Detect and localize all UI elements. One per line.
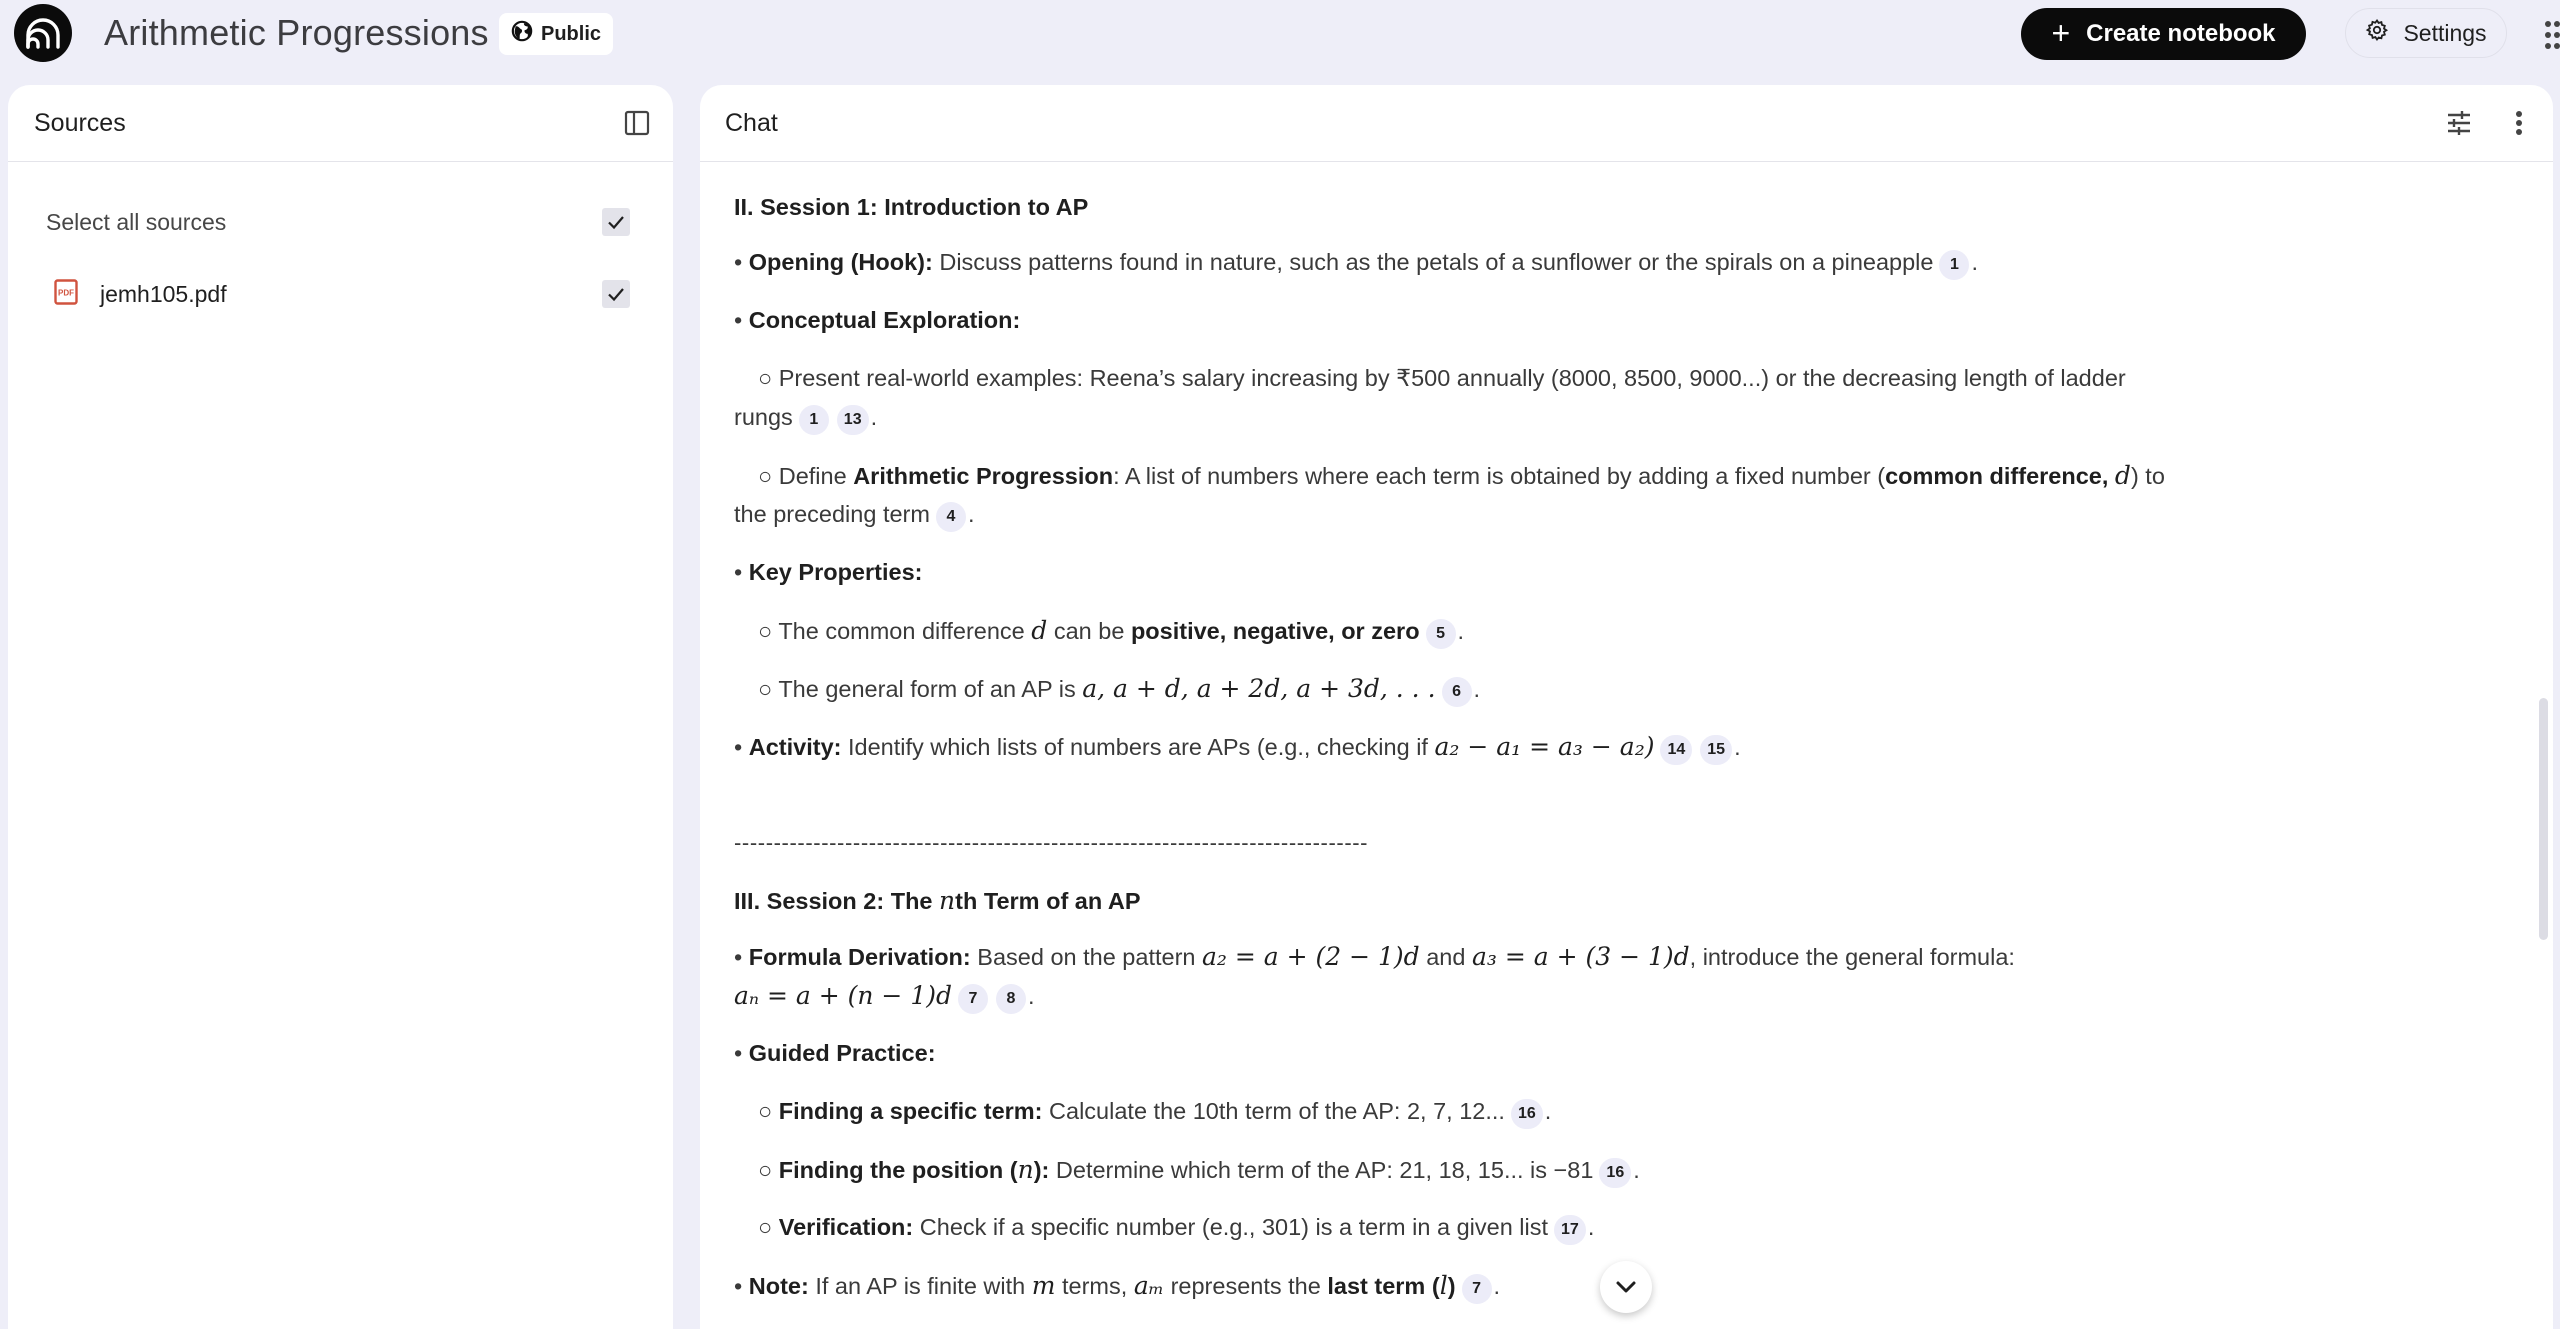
- citation-chip[interactable]: 15: [1700, 735, 1732, 765]
- item-label: Opening (Hook):: [748, 249, 933, 275]
- sub-list-item: ○ Verification: Check if a specific number (e.g., 301) is a term in a given list 17 .: [758, 1208, 1594, 1247]
- item-label: Activity:: [748, 734, 842, 760]
- select-all-label: Select all sources: [46, 208, 227, 235]
- select-all-sources-row[interactable]: [8, 197, 673, 247]
- chat-scrollbar[interactable]: [2539, 698, 2548, 940]
- checkmark-icon: [606, 284, 626, 304]
- section-heading: III. Session 2: The nth Term of an AP: [734, 886, 1141, 915]
- sub-list-item-continuation: rungs 1 13 .: [734, 398, 877, 437]
- list-item: • Conceptual Exploration:: [734, 307, 1021, 333]
- item-label: Key Properties:: [748, 559, 923, 585]
- gear-icon: [2365, 18, 2389, 48]
- create-notebook-label: Create notebook: [2086, 20, 2276, 47]
- general-formula: aₙ = a + (n − 1)d: [734, 981, 952, 1010]
- globe-icon: [511, 20, 533, 48]
- svg-text:PDF: PDF: [58, 288, 74, 297]
- tune-settings-icon[interactable]: [2439, 103, 2479, 143]
- settings-button[interactable]: [2345, 8, 2507, 58]
- pdf-icon: [54, 279, 78, 310]
- citation-chip[interactable]: 1: [1939, 250, 1969, 280]
- sources-header: [8, 85, 673, 162]
- settings-label: Settings: [2403, 19, 2487, 46]
- list-item-continuation: aₙ = a + (n − 1)d 7 8 .: [734, 976, 1035, 1016]
- sources-panel: [8, 85, 673, 1329]
- chat-title: Chat: [725, 108, 778, 137]
- sub-list-item: ○ Define Arithmetic Progression: A list of numbers where each term is obtained by adding a fixed number (common difference, d) to: [758, 461, 2165, 490]
- app-logo-icon[interactable]: [14, 4, 72, 62]
- sub-list-item: ○ The common difference d can be positive, negative, or zero 5 .: [758, 611, 1464, 651]
- visibility-label: Public: [540, 22, 601, 45]
- item-label: Guided Practice:: [748, 1040, 936, 1066]
- citation-chip[interactable]: 7: [1462, 1274, 1492, 1304]
- citation-chip[interactable]: 13: [837, 405, 869, 435]
- list-item: • Activity: Identify which lists of numbers are APs (e.g., checking if a₂ − a₁ = a₃ − a₂) 14 15 .: [734, 727, 1741, 767]
- select-all-checkbox[interactable]: [602, 208, 630, 236]
- sub-list-item: ○ Present real-world examples: Reena’s salary increasing by ₹500 annually (8000, 8500, 9000...) or the decreasing length of ladder: [758, 365, 2126, 391]
- list-item: • Key Properties:: [734, 559, 923, 585]
- citation-chip[interactable]: 16: [1511, 1099, 1543, 1129]
- item-label: Conceptual Exploration:: [748, 307, 1021, 333]
- citation-chip[interactable]: 4: [936, 502, 966, 532]
- citation-chip[interactable]: 16: [1599, 1158, 1631, 1188]
- citation-chip[interactable]: 1: [799, 405, 829, 435]
- notebook-title[interactable]: Arithmetic Progressions: [104, 12, 489, 53]
- list-item: • Guided Practice:: [734, 1040, 936, 1066]
- citation-chip[interactable]: 7: [958, 984, 988, 1014]
- chevron-down-icon: [1615, 1280, 1637, 1294]
- section-divider: --------------------------------------------------------------------------------: [734, 830, 1369, 855]
- chat-panel: [700, 85, 2553, 1329]
- source-file-name: jemh105.pdf: [100, 280, 227, 307]
- sub-list-item: ○ Finding the position (n): Determine which term of the AP: 21, 18, 15... is −81 16 .: [758, 1150, 1640, 1190]
- item-label: Formula Derivation:: [748, 944, 971, 970]
- visibility-chip[interactable]: [499, 13, 613, 55]
- list-item: • Opening (Hook): Discuss patterns found in nature, such as the petals of a sunflower or the spirals on a pineapple 1 .: [734, 243, 1978, 282]
- section-heading: II. Session 1: Introduction to AP: [734, 194, 1089, 220]
- citation-chip[interactable]: 8: [996, 984, 1026, 1014]
- checkmark-icon: [606, 212, 626, 232]
- source-checkbox[interactable]: [602, 280, 630, 308]
- list-item: • Note: If an AP is finite with m terms, aₘ represents the last term (l) 7 .: [734, 1266, 1500, 1306]
- apps-grid-icon[interactable]: [2544, 20, 2560, 50]
- plus-icon: +: [2051, 14, 2071, 51]
- sources-title: Sources: [34, 108, 126, 137]
- create-notebook-button[interactable]: [2021, 8, 2306, 60]
- top-bar: [0, 0, 2560, 70]
- sub-list-item-continuation: the preceding term 4 .: [734, 495, 974, 534]
- chat-header: [700, 85, 2553, 162]
- scroll-to-bottom-button[interactable]: [1600, 1261, 1652, 1313]
- list-item: • Formula Derivation: Based on the pattern a₂ = a + (2 − 1)d and a₃ = a + (3 − 1)d, introduce the general formula:: [734, 942, 2015, 971]
- sub-list-item: ○ Finding a specific term: Calculate the 10th term of the AP: 2, 7, 12... 16 .: [758, 1092, 1551, 1131]
- more-options-icon[interactable]: [2499, 103, 2539, 143]
- source-item[interactable]: [8, 269, 673, 319]
- citation-chip[interactable]: 6: [1442, 677, 1472, 707]
- sub-list-item: ○ The general form of an AP is a, a + d, a + 2d, a + 3d, . . . 6 .: [758, 669, 1480, 709]
- citation-chip[interactable]: 14: [1660, 735, 1692, 765]
- collapse-panel-icon[interactable]: [617, 103, 657, 143]
- citation-chip[interactable]: 5: [1426, 619, 1456, 649]
- item-label: Note:: [748, 1273, 809, 1299]
- citation-chip[interactable]: 17: [1554, 1215, 1586, 1245]
